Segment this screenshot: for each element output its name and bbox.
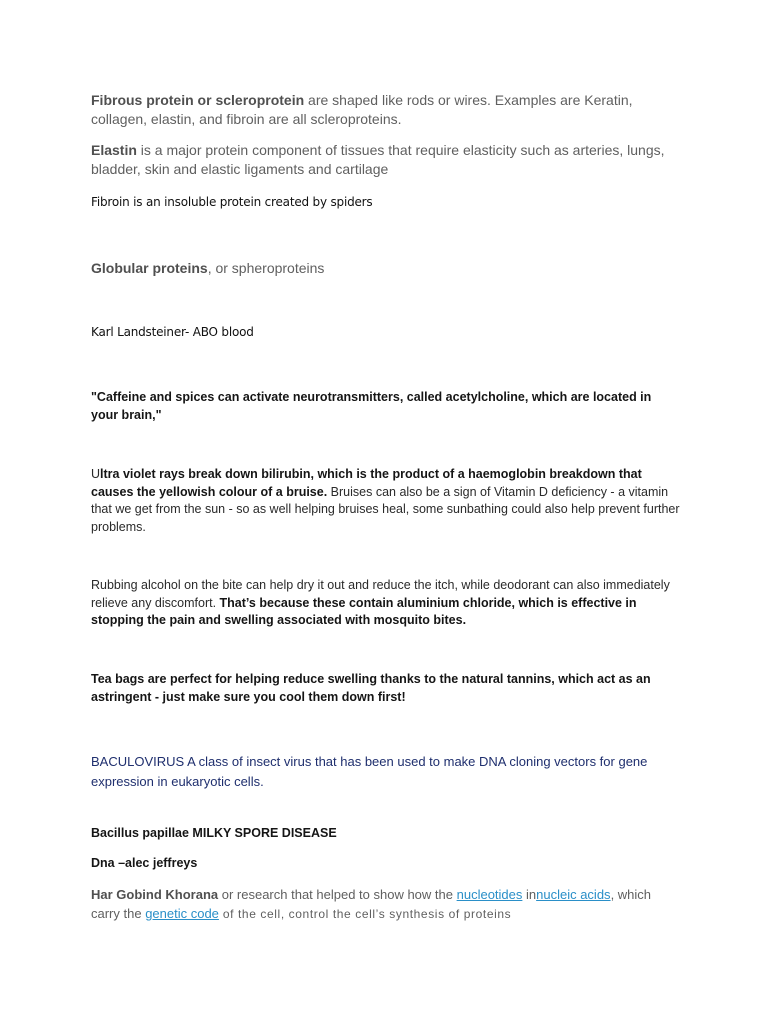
paragraph-text: Rubbing alcohol on the bite can help dry it out and reduce the itch, while deodorant can also immediately relieve any discomfort. xyxy=(91,578,670,610)
paragraph-text: or research that helped to show how the xyxy=(218,887,457,902)
term-fibrous-protein: Fibrous protein or scleroprotein xyxy=(91,92,305,108)
paragraph-text: , or spheroproteins xyxy=(207,260,325,276)
term-globular-proteins: Globular proteins xyxy=(91,260,208,276)
paragraph-dna: Dna –alec jeffreys xyxy=(91,856,198,870)
paragraph-text: is a major protein component of tissues that require elasticity such as arteries, lungs, bladder, skin and elastic ligaments and cartilage xyxy=(91,142,665,177)
paragraph-landsteiner: Karl Landsteiner- ABO blood xyxy=(91,325,254,339)
paragraph-text: of the cell, control the cell’s synthesis of proteins xyxy=(218,907,512,921)
paragraph-tea-bags: Tea bags are perfect for helping reduce swelling thanks to the natural tannins, which act as an astringent - just make sure you cool them down first! xyxy=(91,672,651,704)
paragraph-mosquito-bites xyxy=(91,577,681,630)
paragraph-text: Bruises can also be a sign of Vitamin D deficiency - a vitamin that we get from the sun - so as well helping bruises heal, some sunbathing could also help prevent further problems. xyxy=(91,484,680,534)
link-nucleotides[interactable]: nucleotides xyxy=(456,887,523,902)
paragraph-bold-text: That’s because these contain aluminium chloride, which is effective in stopping the pain and swelling associated with mosquito bites. xyxy=(91,595,637,627)
link-nucleic-acids[interactable]: nucleic acids xyxy=(536,887,611,902)
term-elastin: Elastin xyxy=(91,142,137,158)
link-genetic-code[interactable]: genetic code xyxy=(145,906,219,921)
paragraph-globular-proteins xyxy=(91,259,681,278)
paragraph-bold-text: ltra violet rays break down bilirubin, which is the product of a haemoglobin breakdown that causes the yellowish colour of a bruise. xyxy=(91,467,642,499)
term-khorana: Har Gobind Khorana xyxy=(91,887,219,902)
paragraph-text: , which carry the xyxy=(91,887,652,921)
paragraph-caffeine: "Caffeine and spices can activate neurotransmitters, called acetylcholine, which are located in your brain," xyxy=(91,390,652,422)
paragraph-fibroin: Fibroin is an insoluble protein created by spiders xyxy=(91,195,373,209)
paragraph-khorana xyxy=(91,885,681,924)
paragraph-elastin xyxy=(91,141,681,179)
paragraph-prefix: U xyxy=(91,467,101,481)
paragraph-text: in xyxy=(522,887,537,902)
paragraph-text: are shaped like rods or wires. Examples are Keratin, collagen, elastin, and fibroin are all scleroproteins. xyxy=(91,92,633,127)
paragraph-baculovirus: BACULOVIRUS A class of insect virus that has been used to make DNA cloning vectors for gene expression in eukaryotic cells. xyxy=(91,754,648,789)
paragraph-bacillus: Bacillus papillae MILKY SPORE DISEASE xyxy=(91,826,337,840)
paragraph-bruise xyxy=(91,466,681,536)
paragraph-fibrous-protein xyxy=(91,91,681,129)
